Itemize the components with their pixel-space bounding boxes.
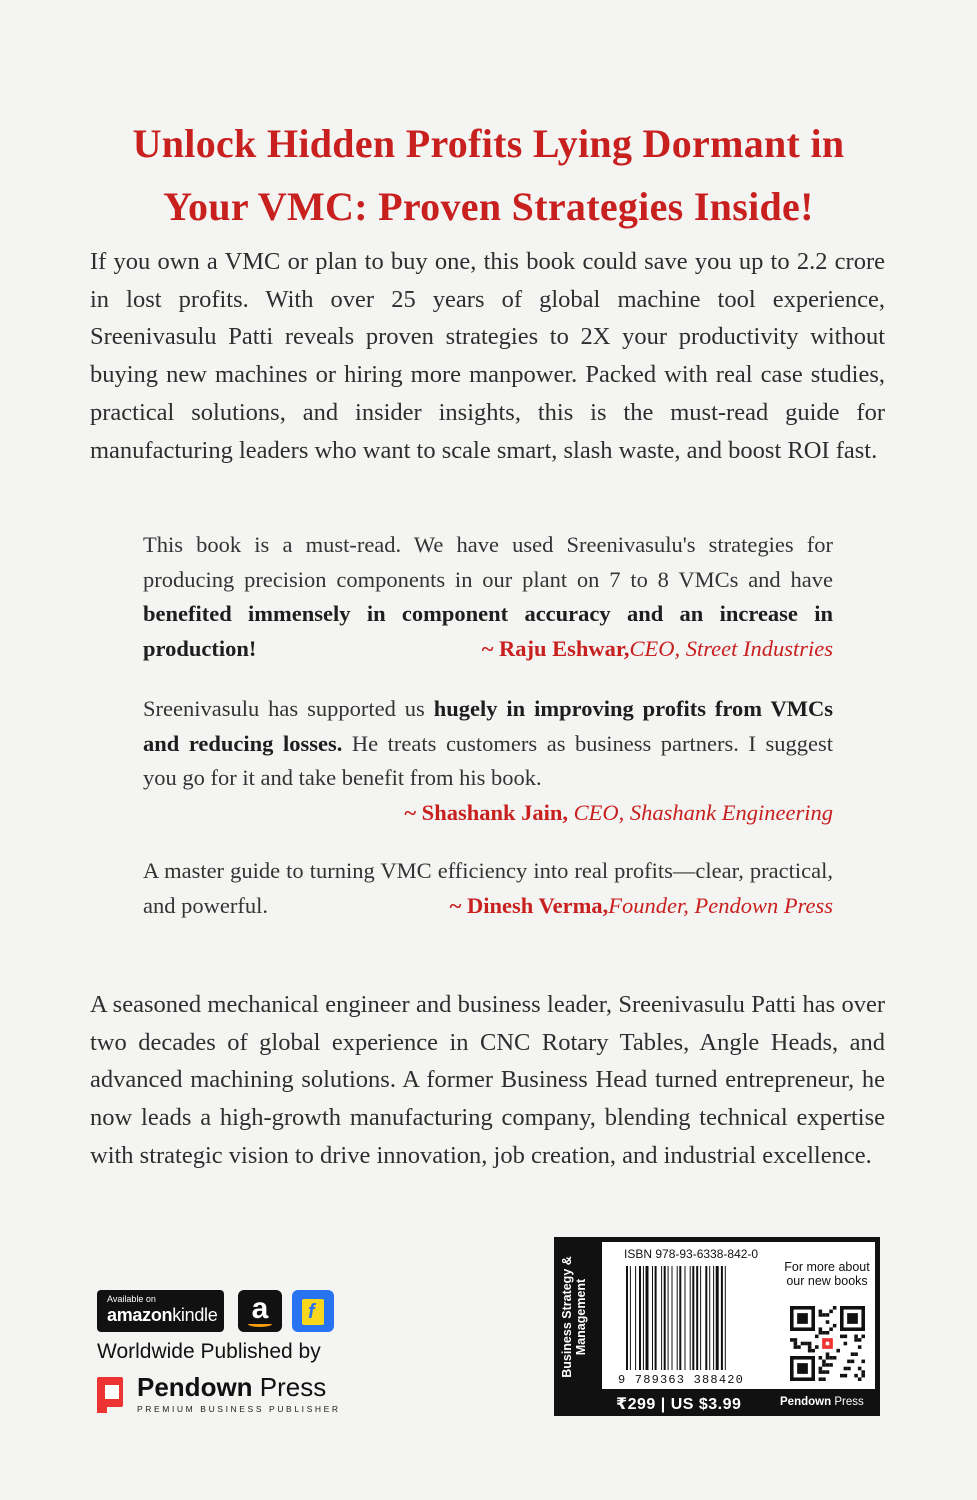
testimonial-text: A master guide to turning VMC efficiency into real profits—clear, practical, and powerful. (143, 858, 833, 918)
testimonial-name: ~ Raju Eshwar, (481, 635, 630, 661)
testimonial-highlight: benefited immensely in component accuracy and an increase in production! (143, 601, 833, 661)
qr-code[interactable] (790, 1306, 865, 1381)
testimonial-raju (143, 528, 833, 666)
barcode-publisher-bold: Pendown (780, 1396, 832, 1408)
testimonial-role: Founder, Pendown Press (608, 892, 833, 918)
publisher-name (137, 1372, 326, 1403)
publisher-name-bold: Pendown (137, 1372, 253, 1402)
headline (60, 112, 917, 238)
amazon-icon-letter: a (251, 1292, 269, 1325)
amazon-app-icon[interactable] (238, 1290, 282, 1332)
testimonial-name: ~ Shashank Jain, (404, 799, 569, 825)
publisher-tagline: PREMIUM BUSINESS PUBLISHER (137, 1404, 341, 1414)
author-bio: A seasoned mechanical engineer and business leader, Sreenivasulu Patti has over two decades of global experience in CNC Rotary Tables, Angle Heads, and advanced machining solutions. A former Business Head turned entrepreneur, he now leads a high-growth manufacturing company, blending technical expertise with strategic vision to drive innovation, job creation, and industrial excellence. (90, 991, 885, 1169)
kindle-badge-amazon: amazon (107, 1305, 173, 1325)
flipkart-app-icon[interactable] (292, 1290, 334, 1332)
intro-paragraph: If you own a VMC or plan to buy one, this book could save you up to 2.2 crore in lost profits. With over 25 years of global machine tool experience, Sreenivasulu Patti reveals proven strategies to 2X your productivity without buying new machines or hiring more manpower. Packed with real case studies, practical solutions, and insider insights, this is the must-read guide for manufacturing leaders who want to scale smart, slash waste, and boost ROI fast. (90, 248, 885, 464)
testimonial-attribution (482, 632, 833, 667)
kindle-badge-main-text (107, 1305, 217, 1326)
for-more-text: For more about our new books (784, 1260, 870, 1288)
pendown-press-logo-icon (97, 1377, 127, 1413)
testimonial-role: CEO, Shashank Engineering (573, 799, 833, 825)
category-label: Business Strategy & Management (560, 1256, 588, 1378)
price-label: ₹299 | US $3.99 (616, 1396, 742, 1413)
isbn-digits: 9 789363 388420 (618, 1373, 745, 1387)
flipkart-icon-letter: f (308, 1301, 315, 1323)
kindle-badge-top-text: Available on (107, 1294, 156, 1304)
testimonial-role: CEO, Street Industries (629, 635, 833, 661)
isbn-barcode (624, 1266, 772, 1376)
barcode-panel (554, 1237, 880, 1416)
barcode-white-area (602, 1242, 875, 1389)
testimonial-name: ~ Dinesh Verma, (449, 892, 609, 918)
barcode-publisher (780, 1396, 864, 1408)
testimonial-highlight: hugely in improving profits from VMCs and reducing losses. (143, 696, 833, 756)
headline-line-1: Unlock Hidden Profits Lying Dormant in (132, 121, 845, 166)
testimonial-text-after: He treats customers as business partners. I suggest you go for it and take benefit from his book. (143, 730, 833, 790)
barcode-publisher-rest: Press (831, 1396, 864, 1408)
amazon-kindle-badge[interactable] (97, 1290, 224, 1332)
testimonial-text: Sreenivasulu has supported us (143, 696, 434, 721)
amazon-smile-icon (248, 1321, 272, 1327)
worldwide-published-by: Worldwide Published by (97, 1340, 321, 1363)
isbn-label: ISBN 978-93-6338-842-0 (624, 1247, 759, 1261)
kindle-badge-kindle: kindle (172, 1305, 218, 1325)
testimonial-attribution (450, 889, 833, 924)
testimonial-attribution (143, 796, 833, 831)
testimonial-dinesh (143, 854, 833, 923)
testimonial-text: This book is a must-read. We have used Sreenivasulu's strategies for producing precision components in our plant on 7 to 8 VMCs and have (143, 532, 833, 592)
headline-line-2: Your VMC: Proven Strategies Inside! (163, 184, 814, 229)
testimonial-shashank (143, 692, 833, 830)
publisher-name-rest: Press (252, 1372, 327, 1402)
